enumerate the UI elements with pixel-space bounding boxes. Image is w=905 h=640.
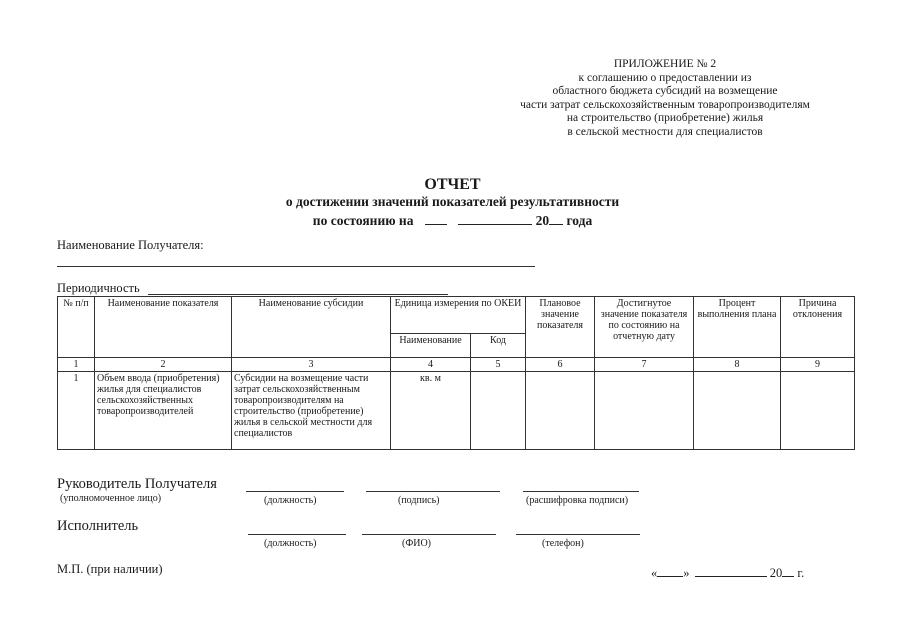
date-year-blank[interactable] [549,212,563,225]
appendix-line: в сельской местности для специалистов [567,125,763,138]
head-position-caption: (должность) [264,495,317,506]
report-date-line [0,212,905,229]
sign-day-blank[interactable] [657,564,683,577]
report-table [57,296,855,450]
date-month-blank[interactable] [458,212,532,225]
col-number: 1 [58,358,95,372]
header-num: № п/п [58,297,95,358]
appendix-line: областного бюджета субсидий на возмещение [552,85,778,97]
header-unit-name: Наименование [391,334,471,358]
row-planned[interactable] [526,372,595,450]
appendix-line: ПРИЛОЖЕНИЕ № 2 [613,58,717,70]
date-prefix: по состоянию на [312,213,414,228]
header-indicator: Наименование показателя [95,297,232,358]
col-number: 5 [471,358,526,372]
head-label: Руководитель Получателя [57,476,217,492]
head-sublabel: (уполномоченное лицо) [60,493,162,504]
sign-g: г. [797,566,805,580]
header-reason: Причина отклонения [781,297,855,358]
exec-name-line[interactable] [362,534,496,535]
col-number: 8 [694,358,781,372]
date-year-prefix: 20 [535,213,550,228]
appendix-line: части затрат сельскохозяйственным товаропроизводителям [520,98,810,111]
exec-position-line[interactable] [248,534,346,535]
row-reason[interactable] [781,372,855,450]
head-decoding-caption: (расшифровка подписи) [526,495,629,506]
exec-name-caption: (ФИО) [402,538,432,549]
appendix-header [500,58,830,139]
header-achieved: Достигнутое значение показателя по состоянию на отчетную дату [595,297,694,358]
appendix-line: на строительство (приобретение) жилья [566,112,764,124]
sign-year-prefix: 20 [769,566,783,580]
recipient-label: Наименование Получателя: [57,238,204,252]
col-number: 6 [526,358,595,372]
table-row [58,372,855,450]
header-planned: Плановое значение показателя [526,297,595,358]
exec-phone-caption: (телефон) [542,538,584,549]
head-position-line[interactable] [246,491,344,492]
col-number: 9 [781,358,855,372]
row-achieved[interactable] [595,372,694,450]
row-unit-name: кв. м [391,372,471,450]
row-subsidy: Субсидии на возмещение части затрат сельскохозяйственным товаропроизводителям на строительство (приобретение) жилья в сельской местности для специалистов [232,372,391,450]
periodicity-line[interactable] [148,294,448,295]
col-number: 2 [95,358,232,372]
header-unit-code: Код [471,334,526,358]
exec-position-caption: (должность) [264,538,317,549]
header-percent: Процент выполнения плана [694,297,781,358]
row-num: 1 [58,372,95,450]
row-indicator: Объем ввода (приобретения) жилья для специалистов сельскохозяйственных товаропроизводителей [95,372,232,450]
head-signature-caption: (подпись) [398,495,440,506]
date-day-blank[interactable] [425,212,447,225]
col-number: 3 [232,358,391,372]
col-number: 4 [391,358,471,372]
sign-year-blank[interactable] [782,564,794,577]
exec-phone-line[interactable] [516,534,640,535]
report-subtitle: о достижении значений показателей результативности [285,194,620,209]
periodicity-label: Периодичность [57,281,140,295]
sign-month-blank[interactable] [695,564,767,577]
head-signature-line[interactable] [366,491,500,492]
executor-label: Исполнитель [57,518,139,534]
recipient-line[interactable] [57,266,535,267]
date-open-quote: « [651,566,658,580]
row-percent[interactable] [694,372,781,450]
head-decoding-line[interactable] [523,491,639,492]
stamp-label: М.П. (при наличии) [57,562,163,576]
sign-date [651,564,804,581]
col-number: 7 [595,358,694,372]
appendix-line: к соглашению о предоставлении из [578,71,752,84]
report-title: ОТЧЕТ [424,176,481,193]
date-close-quote: » [683,566,690,580]
header-subsidy: Наименование субсидии [232,297,391,358]
date-suffix: года [566,213,593,228]
header-unit: Единица измерения по ОКЕИ [391,297,526,334]
row-unit-code[interactable] [471,372,526,450]
